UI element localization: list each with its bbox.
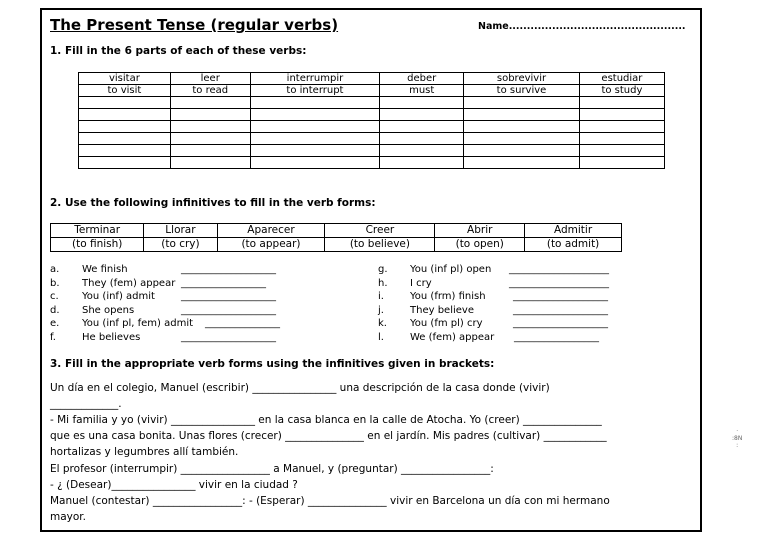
verb-header-row [79, 73, 665, 85]
answer-cell[interactable] [79, 121, 171, 133]
item-letter: k. [378, 318, 387, 329]
answer-cell[interactable] [170, 133, 250, 145]
answer-cell[interactable] [579, 157, 664, 169]
meaning-row-cell: must [380, 85, 464, 97]
answer-cell[interactable] [380, 109, 464, 121]
verb-header-row-cell: sobrevivir [464, 73, 580, 85]
answer-blank[interactable]: ___________________ [513, 318, 608, 329]
answer-cell[interactable] [170, 109, 250, 121]
answer-cell[interactable] [464, 97, 580, 109]
answer-blank[interactable]: ___________________ [513, 291, 608, 302]
section3-heading: 3. Fill in the appropriate verb forms using the infinitives given in brackets: [50, 358, 495, 370]
verb-header-row-cell: visitar [79, 73, 171, 85]
infinitive-meaning: (to believe) [325, 238, 435, 252]
infinitive-verb: Llorar [144, 224, 217, 238]
answer-cell[interactable] [250, 145, 380, 157]
answer-cell[interactable] [79, 109, 171, 121]
item-letter: d. [50, 304, 60, 316]
item-prompt: You (inf pl) open [410, 264, 492, 275]
passage-line: - Mi familia y yo (vivir) ________________ en la casa blanca en la calle de Atocha. Yo (creer) _______________ [50, 414, 602, 426]
infinitive-meaning: (to appear) [217, 238, 325, 252]
verb-header-row-cell: estudiar [579, 73, 664, 85]
answer-cell[interactable] [250, 133, 380, 145]
passage-line: El profesor (interrumpir) _________________ a Manuel, y (preguntar) _________________: [50, 463, 494, 475]
answer-blank[interactable]: ___________________ [181, 291, 276, 302]
answer-cell[interactable] [464, 133, 580, 145]
meaning-row [79, 85, 665, 97]
answer-cell[interactable] [250, 109, 380, 121]
item-letter: f. [50, 331, 56, 343]
answer-cell[interactable] [380, 133, 464, 145]
blank-row [79, 121, 665, 133]
answer-cell[interactable] [579, 133, 664, 145]
meaning-row-cell: to study [579, 85, 664, 97]
item-letter: j. [378, 304, 384, 316]
name-field[interactable]: Name................................................. [478, 21, 686, 32]
infinitive-verb: Abrir [435, 224, 525, 238]
infinitive-verb: Creer [325, 224, 435, 238]
item-letter: l. [378, 331, 384, 343]
item-letter: c. [50, 291, 59, 302]
infinitive-verb: Terminar [51, 224, 144, 238]
meaning-row-cell: to visit [79, 85, 171, 97]
answer-blank[interactable]: ____________________ [509, 277, 609, 289]
answer-cell[interactable] [380, 145, 464, 157]
item-prompt: We finish [82, 264, 128, 275]
answer-blank[interactable]: _________________ [514, 331, 599, 343]
item-prompt: I cry [410, 277, 432, 289]
answer-blank[interactable]: _________________ [181, 277, 266, 289]
worksheet [40, 8, 702, 532]
infinitives-table [50, 223, 622, 252]
answer-cell[interactable] [79, 97, 171, 109]
passage-line: mayor. [50, 511, 86, 523]
answer-cell[interactable] [464, 109, 580, 121]
worksheet-title: The Present Tense (regular verbs) [50, 16, 339, 34]
answer-cell[interactable] [380, 157, 464, 169]
answer-blank[interactable]: ___________________ [513, 304, 608, 316]
verb-conjugation-table [78, 72, 665, 169]
item-letter: a. [50, 264, 60, 275]
section1-heading: 1. Fill in the 6 parts of each of these verbs: [50, 45, 307, 57]
answer-blank[interactable]: ____________________ [509, 264, 609, 275]
item-letter: e. [50, 318, 60, 329]
meaning-row-cell: to interrupt [250, 85, 380, 97]
item-prompt: You (inf) admit [82, 291, 155, 302]
answer-cell[interactable] [79, 145, 171, 157]
item-letter: h. [378, 277, 388, 289]
item-prompt: They (fem) appear [82, 277, 176, 289]
blank-row [79, 109, 665, 121]
answer-cell[interactable] [380, 121, 464, 133]
infinitive-meaning: (to open) [435, 238, 525, 252]
answer-cell[interactable] [170, 157, 250, 169]
answer-cell[interactable] [464, 121, 580, 133]
answer-cell[interactable] [579, 97, 664, 109]
item-letter: i. [378, 291, 384, 302]
item-prompt: You (inf pl, fem) admit [82, 318, 194, 329]
infinitive-meaning: (to admit) [525, 238, 622, 252]
answer-cell[interactable] [464, 157, 580, 169]
margin-mark: · :8N : [732, 428, 743, 449]
verb-header-row-cell: deber [380, 73, 464, 85]
infinitive-meaning: (to finish) [51, 238, 144, 252]
verb-header-row-cell: interrumpir [250, 73, 380, 85]
answer-cell[interactable] [79, 133, 171, 145]
blank-row [79, 157, 665, 169]
answer-cell[interactable] [250, 97, 380, 109]
passage-line: que es una casa bonita. Unas flores (crecer) _______________ en el jardín. Mis padres (cultivar) ____________ [50, 430, 607, 442]
passage-line: - ¿ (Desear)________________ vivir en la ciudad ? [50, 479, 298, 491]
answer-cell[interactable] [579, 121, 664, 133]
item-prompt: They believe [410, 304, 474, 316]
item-prompt: We (fem) appear [410, 331, 495, 343]
meaning-row-cell: to survive [464, 85, 580, 97]
answer-cell[interactable] [380, 97, 464, 109]
answer-blank[interactable]: ___________________ [181, 304, 276, 316]
passage-line: _____________. [50, 398, 122, 410]
passage-line: Manuel (contestar) _________________: - (Esperar) _______________ vivir en Barcelona un día con mi hermano [50, 495, 610, 507]
item-prompt: He believes [82, 331, 141, 343]
answer-cell[interactable] [79, 157, 171, 169]
blank-row [79, 97, 665, 109]
answer-cell[interactable] [170, 121, 250, 133]
meaning-row-cell: to read [170, 85, 250, 97]
infinitive-meaning: (to cry) [144, 238, 217, 252]
blank-row [79, 145, 665, 157]
answer-blank[interactable]: ___________________ [181, 264, 276, 275]
blank-row [79, 133, 665, 145]
item-prompt: You (frm) finish [410, 291, 486, 302]
item-prompt: She opens [82, 304, 135, 316]
section2-heading: 2. Use the following infinitives to fill in the verb forms: [50, 197, 376, 209]
answer-cell[interactable] [250, 157, 380, 169]
answer-cell[interactable] [579, 145, 664, 157]
infinitive-verb: Admitir [525, 224, 622, 238]
answer-cell[interactable] [579, 109, 664, 121]
infinitive-verb: Aparecer [217, 224, 325, 238]
item-letter: b. [50, 277, 60, 289]
answer-cell[interactable] [464, 145, 580, 157]
passage-line: Un día en el colegio, Manuel (escribir) ________________ una descripción de la casa donde (vivir) [50, 382, 550, 394]
verb-header-row-cell: leer [170, 73, 250, 85]
answer-cell[interactable] [170, 145, 250, 157]
answer-cell[interactable] [170, 97, 250, 109]
answer-cell[interactable] [250, 121, 380, 133]
passage-line: hortalizas y legumbres allí también. [50, 446, 239, 458]
item-prompt: You (fm pl) cry [410, 318, 483, 329]
item-letter: g. [378, 264, 388, 275]
answer-blank[interactable]: ___________________ [181, 331, 276, 343]
answer-blank[interactable]: _______________ [205, 318, 280, 329]
